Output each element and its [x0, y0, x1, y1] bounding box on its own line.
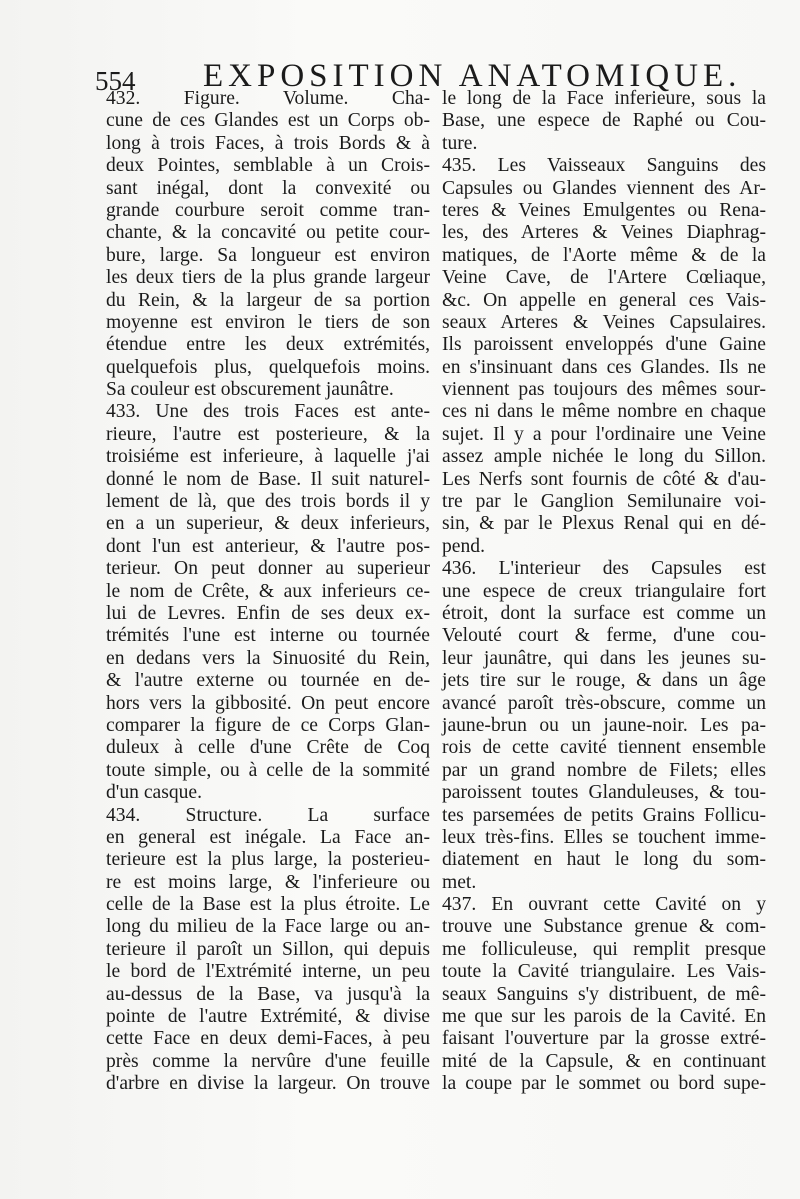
text-line: en s'insinuant dans ces Glandes. Ils ne	[442, 356, 766, 378]
text-line: bure, large. Sa longueur est environ	[106, 244, 430, 266]
text-line: du Rein, & la largeur de sa portion	[106, 289, 430, 311]
text-line: diatement en haut le long du som-	[442, 849, 766, 871]
text-line: tre par le Ganglion Semilunaire voi-	[442, 491, 766, 513]
text-line: duleux à celle d'une Crête de Coq	[106, 737, 430, 759]
text-line: re est moins large, & l'inferieure ou	[106, 871, 430, 893]
text-line: en a un superieur, & deux inferieurs,	[106, 513, 430, 535]
text-line: étroit, dont la surface est comme un	[442, 602, 766, 624]
text-line: paroissent toutes Glanduleuses, & tou-	[442, 782, 766, 804]
page-number: 554	[95, 66, 136, 96]
text-line: rieure, l'autre est posterieure, & la	[106, 423, 430, 445]
text-line: dont l'un est anterieur, & l'autre pos-	[106, 535, 430, 557]
text-line: la coupe par le sommet ou bord supe-	[442, 1073, 766, 1095]
text-line: tes parsemées de petits Grains Follicu-	[442, 804, 766, 826]
text-line: le long de la Face inferieure, sous la	[442, 88, 766, 109]
text-line: mité de la Capsule, & en continuant	[442, 1050, 766, 1072]
text-line: près comme la nervûre d'une feuille	[106, 1050, 430, 1072]
text-line: matiques, de l'Aorte même & de la	[442, 244, 766, 266]
text-line: troisiéme est inferieure, à laquelle j'ai	[106, 446, 430, 468]
page-header	[95, 58, 742, 96]
text-line: rois de cette cavité tiennent ensemble	[442, 737, 766, 759]
text-line: trémités l'une est interne ou tournée	[106, 625, 430, 647]
text-line: cette Face en deux demi-Faces, à peu	[106, 1028, 430, 1050]
text-line: faisant l'ouverture par la grosse extré-	[442, 1028, 766, 1050]
text-line: seaux Sanguins s'y distribuent, de mê-	[442, 983, 766, 1005]
text-line: Capsules ou Glandes viennent des Ar-	[442, 177, 766, 199]
text-line: par un grand nombre de Filets; elles	[442, 759, 766, 781]
text-line: 437. En ouvrant cette Cavité on y	[442, 894, 766, 916]
text-line: sujet. Il y a pour l'ordinaire une Veine	[442, 423, 766, 445]
left-text-column	[106, 88, 430, 1096]
text-line: trouve une Substance grenue & com-	[442, 916, 766, 938]
text-line: ture.	[442, 132, 478, 154]
text-line: &c. On appelle en general ces Vais-	[442, 289, 766, 311]
text-line: au-dessus de la Base, va jusqu'à la	[106, 983, 430, 1005]
running-title: EXPOSITION ANATOMIQUE.	[203, 58, 742, 94]
text-line: étendue entre les deux extrémités,	[106, 334, 430, 356]
text-line: terieure il paroît un Sillon, qui depuis	[106, 938, 430, 960]
text-line: toute simple, ou à celle de la sommité	[106, 759, 430, 781]
text-line: Base, une espece de Raphé ou Cou-	[442, 110, 766, 132]
text-line: celle de la Base est la plus étroite. Le	[106, 894, 430, 916]
text-line: viennent pas toujours des mêmes sour-	[442, 379, 766, 401]
text-line: met.	[442, 871, 477, 893]
text-line: 435. Les Vaisseaux Sanguins des	[442, 155, 766, 177]
text-line: cune de ces Glandes est un Corps ob-	[106, 110, 430, 132]
text-line: me folliculeuse, qui remplit presque	[442, 938, 766, 960]
text-line: sin, & par le Plexus Renal qui en dé-	[442, 513, 766, 535]
text-line: me que sur les parois de la Cavité. En	[442, 1006, 766, 1028]
text-line: d'un casque.	[106, 782, 203, 804]
text-line: pend.	[442, 535, 485, 557]
text-line: le bord de l'Extrémité interne, un peu	[106, 961, 430, 983]
text-line: toute la Cavité triangulaire. Les Vais-	[442, 961, 766, 983]
text-line: quelquefois plus, quelquefois moins.	[106, 356, 430, 378]
text-line: terieure est la plus large, la posterieu-	[106, 849, 430, 871]
text-line: leur jaunâtre, qui dans les jeunes su-	[442, 647, 766, 669]
text-line: 433. Une des trois Faces est ante-	[106, 401, 430, 423]
text-line: terieur. On peut donner au superieur	[106, 558, 430, 580]
text-line: & l'autre externe ou tournée en de-	[106, 670, 430, 692]
text-line: lement de là, que des trois bords il y	[106, 491, 430, 513]
text-line: Ils paroissent enveloppés d'une Gaine	[442, 334, 766, 356]
text-line: avancé paroît très-obscure, comme un	[442, 692, 766, 714]
text-line: assez ample nichée le long du Sillon.	[442, 446, 766, 468]
text-line: teres & Veines Emulgentes ou Rena-	[442, 199, 766, 221]
text-line: sant inégal, dont la convexité ou	[106, 177, 430, 199]
text-line: jaune-brun ou un jaune-noir. Les pa-	[442, 714, 766, 736]
text-line: jets tire sur le rouge, & dans un âge	[442, 670, 766, 692]
text-line: seaux Arteres & Veines Capsulaires.	[442, 311, 766, 333]
text-line: comparer la figure de ce Corps Glan-	[106, 714, 430, 736]
text-line: 432. Figure. Volume. Cha-	[106, 88, 430, 109]
text-line: donné le nom de Base. Il suit naturel-	[106, 468, 430, 490]
text-line: leux très-fins. Elles se touchent imme-	[442, 826, 766, 848]
text-line: une espece de creux triangulaire fort	[442, 580, 766, 602]
text-line: 434. Structure. La surface	[106, 804, 430, 826]
text-line: Sa couleur est obscurement jaunâtre.	[106, 379, 394, 401]
text-line: long à trois Faces, à trois Bords & à	[106, 132, 430, 154]
text-line: lui de Levres. Enfin de ses deux ex-	[106, 602, 430, 624]
text-line: le nom de Crête, & aux inferieurs ce-	[106, 580, 430, 602]
text-line: chante, & la concavité ou petite cour-	[106, 222, 430, 244]
right-text-column	[442, 88, 766, 1096]
text-line: les, des Arteres & Veines Diaphrag-	[442, 222, 766, 244]
text-line: ces ni dans le même nombre en chaque	[442, 401, 766, 423]
text-line: hors vers la gibbosité. On peut encore	[106, 692, 430, 714]
text-line: en general est inégale. La Face an-	[106, 826, 430, 848]
text-line: en dedans vers la Sinuosité du Rein,	[106, 647, 430, 669]
text-line: 436. L'interieur des Capsules est	[442, 558, 766, 580]
text-line: les deux tiers de la plus grande largeur	[106, 267, 430, 289]
text-line: long du milieu de la Face large ou an-	[106, 916, 430, 938]
text-line: grande courbure seroit comme tran-	[106, 199, 430, 221]
text-line: Veine Cave, de l'Artere Cœliaque,	[442, 267, 766, 289]
text-line: moyenne est environ le tiers de son	[106, 311, 430, 333]
text-line: pointe de l'autre Extrémité, & divise	[106, 1006, 430, 1028]
text-line: Velouté court & ferme, d'une cou-	[442, 625, 766, 647]
text-line: d'arbre en divise la largeur. On trouve	[106, 1073, 430, 1095]
text-line: deux Pointes, semblable à un Crois-	[106, 155, 430, 177]
text-line: Les Nerfs sont fournis de côté & d'au-	[442, 468, 766, 490]
